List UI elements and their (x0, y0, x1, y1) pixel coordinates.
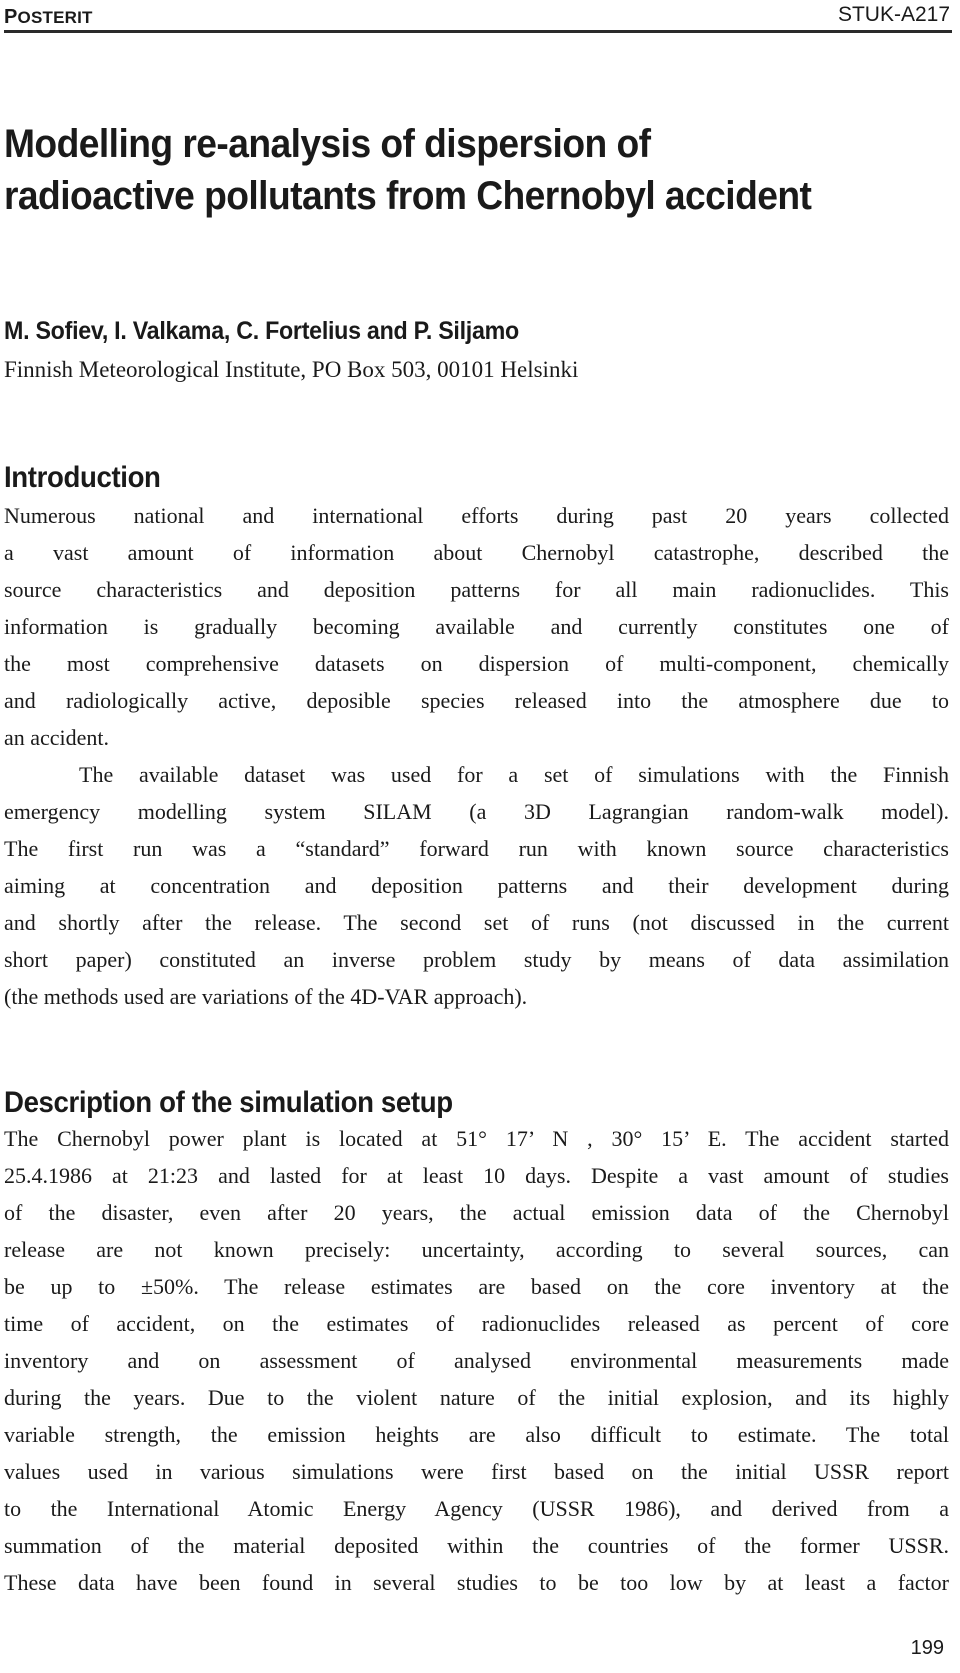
text-line: The Chernobyl power plant is located at 51° 17’ N , 30° 15’ E. The accident started (4, 1126, 949, 1151)
text-line: an accident. (4, 725, 110, 750)
text-line: release are not known precisely: uncertainty, according to several sources, can (4, 1237, 949, 1262)
text-line: and shortly after the release. The second set of runs (not discussed in the current (4, 910, 949, 935)
simulation-setup-paragraph-1 (4, 1120, 949, 1601)
text-line: and radiologically active, deposible species released into the atmosphere due to (4, 688, 949, 713)
section-label (4, 6, 93, 29)
title-line: Modelling re-analysis of dispersion of (4, 122, 651, 166)
text-line: during the years. Due to the violent nature of the initial explosion, and its highly (4, 1385, 949, 1410)
text-line: 25.4.1986 at 21:23 and lasted for at least 10 days. Despite a vast amount of studies (4, 1163, 949, 1188)
text-line: a vast amount of information about Chernobyl catastrophe, described the (4, 540, 949, 565)
title-line: radioactive pollutants from Chernobyl accident (4, 174, 812, 218)
simulation-setup-heading: Description of the simulation setup (4, 1086, 453, 1119)
text-line: summation of the material deposited within the countries of the former USSR. (4, 1533, 949, 1558)
text-line: short paper) constituted an inverse problem study by means of data assimilation (4, 947, 949, 972)
text-line: aiming at concentration and deposition patterns and their development during (4, 873, 949, 898)
text-line: inventory and on assessment of analysed environmental measurements made (4, 1348, 949, 1373)
introduction-paragraph-1 (4, 497, 949, 756)
text-line: The first run was a “standard” forward run with known source characteristics (4, 836, 949, 861)
introduction-heading: Introduction (4, 461, 161, 494)
text-line: variable strength, the emission heights are also difficult to estimate. The total (4, 1422, 949, 1447)
page-number: 199 (910, 1637, 944, 1659)
text-line: time of accident, on the estimates of radionuclides released as percent of core (4, 1311, 949, 1336)
text-line: These data have been found in several studies to be too low by at least a factor (4, 1570, 949, 1595)
text-line: be up to ±50%. The release estimates are based on the core inventory at the (4, 1274, 949, 1299)
affiliation: Finnish Meteorological Institute, PO Box 503, 00101 Helsinki (4, 357, 579, 382)
text-line: The available dataset was used for a set of simulations with the Finnish (79, 762, 949, 787)
author-list: M. Sofiev, I. Valkama, C. Fortelius and P. Siljamo (4, 317, 519, 345)
text-line: (the methods used are variations of the 4D-VAR approach). (4, 984, 528, 1009)
section-label-rest: OSTERIT (17, 8, 93, 27)
paper-title (4, 118, 878, 222)
text-line: the most comprehensive datasets on dispersion of multi-component, chemically (4, 651, 949, 676)
report-id: STUK-A217 (837, 3, 950, 26)
text-line: Numerous national and international efforts during past 20 years collected (4, 503, 949, 528)
text-line: to the International Atomic Energy Agency (USSR 1986), and derived from a (4, 1496, 949, 1521)
text-line: values used in various simulations were first based on the initial USSR report (4, 1459, 949, 1484)
section-label-initial: P (4, 6, 18, 28)
introduction-paragraph-2 (4, 756, 949, 1015)
running-header (4, 0, 952, 33)
text-line: source characteristics and deposition patterns for all main radionuclides. This (4, 577, 949, 602)
text-line: emergency modelling system SILAM (a 3D Lagrangian random-walk model). (4, 799, 949, 824)
text-line: of the disaster, even after 20 years, the actual emission data of the Chernobyl (4, 1200, 949, 1225)
text-line: information is gradually becoming available and currently constitutes one of (4, 614, 949, 639)
